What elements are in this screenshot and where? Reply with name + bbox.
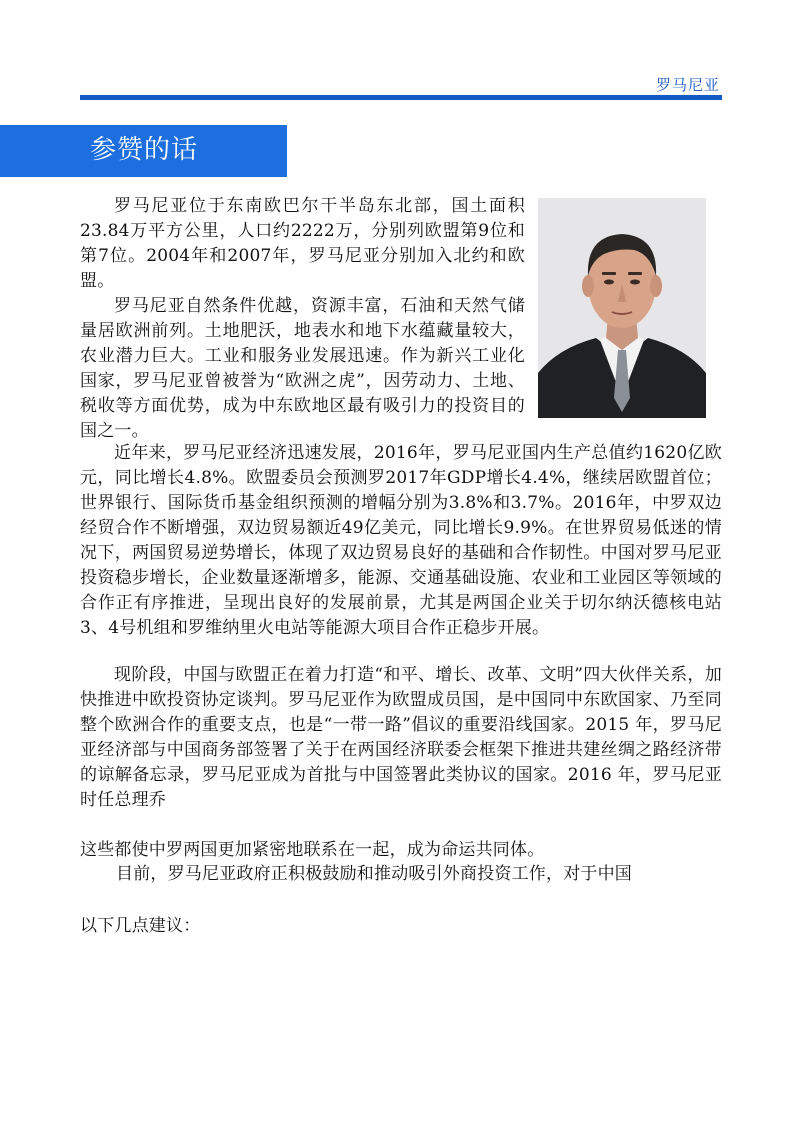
text-line-community: 这些都使中罗两国更加紧密地联系在一起，成为命运共同体。 xyxy=(80,840,545,860)
text-line-investment: 目前，罗马尼亚政府正积极鼓励和推动吸引外商投资工作，对于中国 xyxy=(116,864,632,884)
text-line-suggestions: 以下几点建议： xyxy=(80,916,201,936)
paragraph-resources: 罗马尼亚自然条件优越，资源丰富，石油和天然气储量居欧洲前列。土地肥沃，地表水和地下水蕴藏量较大，农业潜力巨大。工业和服务业发展迅速。作为新兴工业化国家，罗马尼亚曾被誉为“欧洲之虎”，因劳动力、土地、税收等方面优势，成为中东欧地区最有吸引力的投资目的国之一。 xyxy=(80,296,525,441)
portrait-photo xyxy=(538,198,706,418)
header-country-title: 罗马尼亚 xyxy=(655,76,720,94)
section-title: 参赞的话 xyxy=(90,135,199,165)
paragraph-intro: 罗马尼亚位于东南欧巴尔干半岛东北部，国土面积23.84万平方公里，人口约2222万，分别列欧盟第9位和第7位。2004年和2007年，罗马尼亚分别加入北约和欧盟。 xyxy=(80,196,525,291)
header-divider xyxy=(80,95,722,100)
paragraph-cooperation: 现阶段，中国与欧盟正在着力打造“和平、增长、改革、文明”四大伙伴关系，加快推进中欧投资协定谈判。罗马尼亚作为欧盟成员国，是中国同中东欧国家、乃至同整个欧洲合作的重要支点，也是“一带一路”倡议的重要沿线国家。2015 年，罗马尼亚经济部与中国商务部签署了关于在两国经济联委会框架下推进共建丝绸之路经济带的谅解备忘录，罗马尼亚成为首批与中国签署此类协议的国家。2016 年，罗马尼亚时任总理乔 xyxy=(80,665,722,810)
portrait-icon xyxy=(538,198,706,418)
paragraph-economy: 近年来，罗马尼亚经济迅速发展，2016年，罗马尼亚国内生产总值约1620亿欧元，同比增长4.8%。欧盟委员会预测罗2017年GDP增长4.4%，继续居欧盟首位；世界银行、国际货币基金组织预测的增幅分别为3.8%和3.7%。2016年，中罗双边经贸合作不断增强，双边贸易额近49亿美元，同比增长9.9%。在世界贸易低迷的情况下，两国贸易逆势增长，体现了双边贸易良好的基础和合作韧性。中国对罗马尼亚投资稳步增长，企业数量逐渐增多，能源、交通基础设施、农业和工业园区等领域的合作正有序推进，呈现出良好的发展前景，尤其是两国企业关于切尔纳沃德核电站3、4号机组和罗维纳里火电站等能源大项目合作正稳步开展。 xyxy=(80,443,722,638)
